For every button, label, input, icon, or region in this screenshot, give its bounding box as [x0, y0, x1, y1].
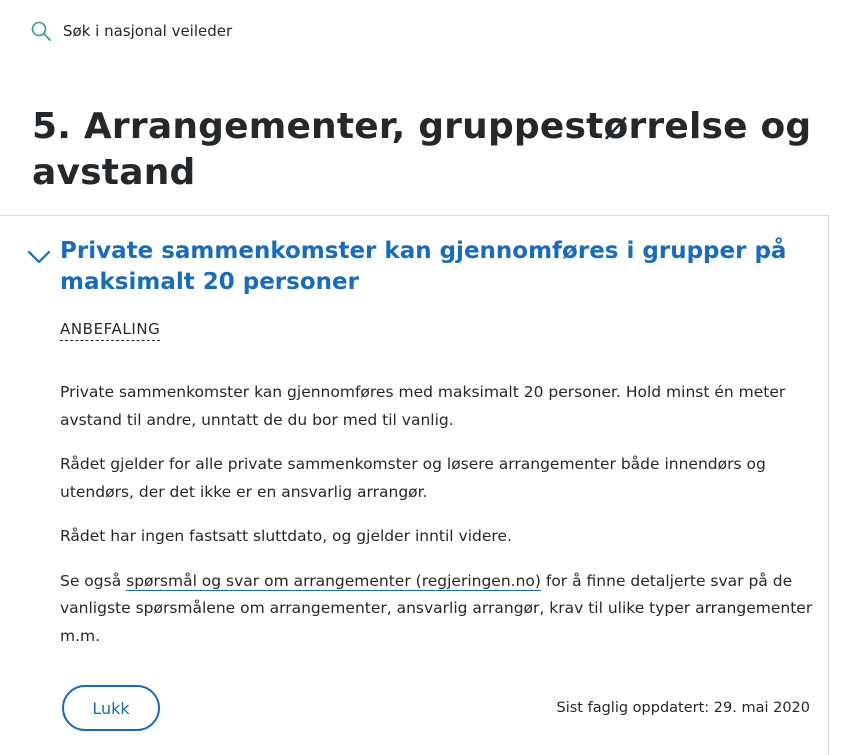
- see-also-suffix: for å finne detaljerte svar på de vanligste spørsmålene om arrangementer, ansvarlig arrangør, krav til ulike typer arrangementer m.m.: [60, 571, 813, 645]
- search-label: Søk i nasjonal veileder: [63, 22, 233, 40]
- chevron-down-icon: [26, 248, 52, 266]
- search-link[interactable]: [30, 20, 232, 42]
- paragraph: Private sammenkomster kan gjennomføres med maksimalt 20 personer. Hold minst én meter avstand til andre, unntatt de du bor med til vanlig.: [60, 383, 786, 429]
- recommendation-panel: [0, 215, 829, 755]
- close-button[interactable]: Lukk: [62, 685, 160, 731]
- page-title: 5. Arrangementer, gruppestørrelse og avstand: [32, 106, 812, 193]
- qa-link[interactable]: spørsmål og svar om arrangementer (regjeringen.no): [126, 571, 541, 590]
- accordion-title: Private sammenkomster kan gjennomføres i grupper på maksimalt 20 personer: [60, 238, 787, 295]
- search-icon: [30, 20, 52, 42]
- recommendation-body: [60, 379, 820, 667]
- paragraph: Rådet har ingen fastsatt sluttdato, og gjelder inntil videre.: [60, 527, 512, 545]
- paragraph: Rådet gjelder for alle private sammenkomster og løsere arrangementer både innendørs og utendørs, der det ikke er en ansvarlig arrangør.: [60, 455, 766, 501]
- see-also-paragraph: [60, 568, 820, 651]
- accordion-header[interactable]: [26, 236, 816, 298]
- see-also-prefix: Se også: [60, 571, 127, 590]
- last-updated: Sist faglig oppdatert: 29. mai 2020: [556, 700, 810, 716]
- recommendation-tag[interactable]: ANBEFALING: [60, 320, 160, 341]
